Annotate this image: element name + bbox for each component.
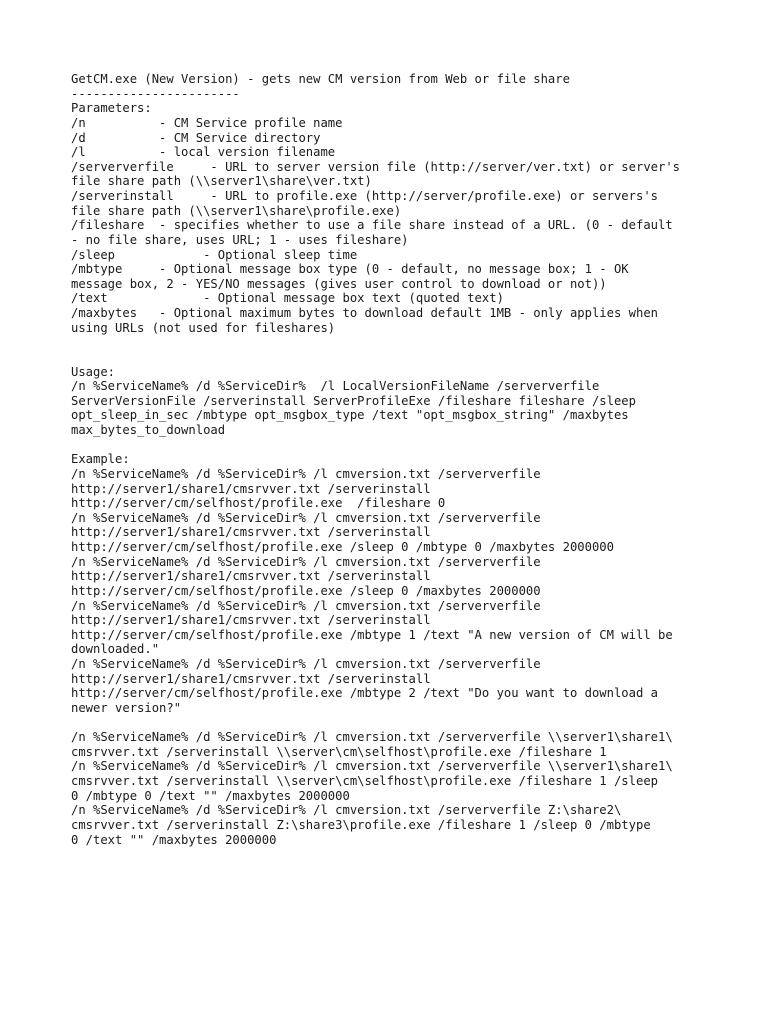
document-text-line: /serververfile - URL to server version file (http://server/ver.txt) or server's (71, 159, 681, 174)
document-text-line: /maxbytes - Optional maximum bytes to download default 1MB - only applies when (71, 306, 658, 320)
document-text-line: http://server/cm/selfhost/profile.exe /mbtype 1 /text "A new version of CM will be (71, 627, 673, 642)
document-text-line: - no file share, uses URL; 1 - uses fileshare) (71, 232, 409, 247)
document-text-line: cmsrvver.txt /serverinstall Z:\share3\profile.exe /fileshare 1 /sleep 0 /mbtype (71, 817, 651, 832)
document-text-line: http://server1/share1/cmsrvver.txt /serverinstall (71, 569, 431, 584)
document-text-line: max_bytes_to_download (71, 423, 226, 437)
document-text-line: /l - local version filename (71, 145, 336, 160)
document-text-line (71, 335, 751, 350)
document-text-line: /n %ServiceName% /d %ServiceDir% /l LocalVersionFileName /serververfile (71, 379, 600, 394)
document-text-line (71, 350, 751, 365)
document-text-line: /n %ServiceName% /d %ServiceDir% /l cmversion.txt /serververfile \\server1\share1\ (71, 730, 673, 745)
document-text-line: opt_sleep_in_sec /mbtype opt_msgbox_type /text "opt_msgbox_string" /maxbytes (71, 408, 629, 423)
document-text-line: http://server1/share1/cmsrvver.txt /serverinstall (71, 525, 431, 540)
document-text-line: /n %ServiceName% /d %ServiceDir% /l cmversion.txt /serververfile (71, 598, 541, 613)
document-text-line: /n %ServiceName% /d %ServiceDir% /l cmversion.txt /serververfile \\server1\share1\ (71, 759, 673, 774)
document-text-line: Example: (71, 452, 130, 467)
document-text-line (71, 716, 751, 731)
document-text-line: /n %ServiceName% /d %ServiceDir% /l cmversion.txt /serververfile (71, 466, 541, 481)
document-text-line: /text - Optional message box text (quoted text) (71, 291, 504, 306)
document-text-line: /d - CM Service directory (71, 130, 321, 145)
document-text-line: cmsrvver.txt /serverinstall \\server\cm\selfhost\profile.exe /fileshare 1 /sleep (71, 774, 658, 788)
document-text-line: http://server/cm/selfhost/profile.exe /sleep 0 /mbtype 0 /maxbytes 2000000 (71, 540, 614, 554)
document-text-line: /n - CM Service profile name (71, 115, 343, 130)
document-text-line: http://server1/share1/cmsrvver.txt /serverinstall (71, 671, 431, 686)
document-text-line: downloaded." (71, 642, 160, 657)
document-page (71, 72, 751, 847)
document-text-line: file share path (\\server1\share\profile.exe) (71, 203, 402, 218)
document-text-line: ServerVersionFile /serverinstall ServerProfileExe /fileshare fileshare /sleep (71, 393, 636, 408)
document-text-line: ----------------------- (71, 86, 240, 101)
document-text-line: message box, 2 - YES/NO messages (gives user control to download or not)) (71, 276, 607, 291)
document-text-line: /n %ServiceName% /d %ServiceDir% /l cmversion.txt /serververfile Z:\share2\ (71, 803, 622, 818)
document-text-line: http://server1/share1/cmsrvver.txt /serverinstall (71, 613, 431, 628)
document-text-line: /fileshare - specifies whether to use a file share instead of a URL. (0 - default (71, 218, 673, 233)
document-text-line: cmsrvver.txt /serverinstall \\server\cm\selfhost\profile.exe /fileshare 1 (71, 744, 607, 759)
document-text-line: Parameters: (71, 101, 152, 116)
document-text-line (71, 438, 751, 453)
document-text-line: /n %ServiceName% /d %ServiceDir% /l cmversion.txt /serververfile (71, 510, 541, 525)
document-text-line: file share path (\\server1\share\ver.txt) (71, 174, 372, 189)
document-text-line: Usage: (71, 364, 116, 379)
document-text-line: 0 /mbtype 0 /text "" /maxbytes 2000000 (71, 788, 350, 803)
document-text-line: http://server/cm/selfhost/profile.exe /mbtype 2 /text "Do you want to download a (71, 686, 658, 701)
document-text-line: GetCM.exe (New Version) - gets new CM version from Web or file share (71, 72, 570, 86)
document-text-line: /sleep - Optional sleep time (71, 247, 358, 262)
document-text-line: http://server/cm/selfhost/profile.exe /fileshare 0 (71, 496, 446, 511)
document-text-line: /n %ServiceName% /d %ServiceDir% /l cmversion.txt /serververfile (71, 657, 541, 671)
document-text-line: /mbtype - Optional message box type (0 - default, no message box; 1 - OK (71, 262, 629, 277)
document-text-line: http://server/cm/selfhost/profile.exe /sleep 0 /maxbytes 2000000 (71, 583, 541, 598)
document-text-line: using URLs (not used for fileshares) (71, 320, 336, 335)
document-text-line: /n %ServiceName% /d %ServiceDir% /l cmversion.txt /serververfile (71, 554, 541, 569)
document-text-line: http://server1/share1/cmsrvver.txt /serverinstall (71, 481, 431, 496)
document-text-line: newer version?" (71, 700, 182, 715)
document-text-line: 0 /text "" /maxbytes 2000000 (71, 832, 277, 847)
document-text-line: /serverinstall - URL to profile.exe (http://server/profile.exe) or servers's (71, 189, 658, 203)
